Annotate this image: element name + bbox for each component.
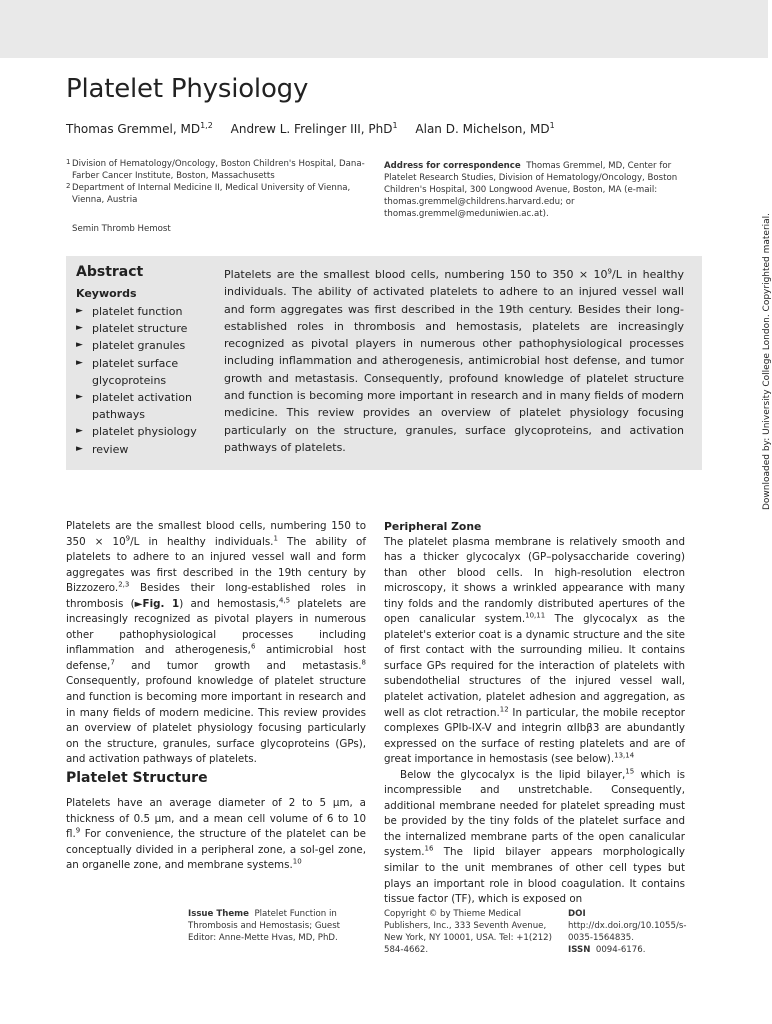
keyword-item: ► platelet function [76, 303, 216, 320]
arrow-icon: ► [76, 340, 83, 351]
section-heading: Platelet Structure [66, 770, 208, 786]
article-title: Platelet Physiology [66, 74, 309, 104]
keyword-item: ► review [76, 441, 216, 458]
download-watermark: Downloaded by: University College London. Copyrighted material. [762, 212, 772, 510]
author: Andrew L. Frelinger III, PhD$^1$ [230, 121, 398, 136]
keyword-item: ► platelet structure [76, 320, 216, 337]
arrow-icon: ► [76, 306, 83, 316]
subsection-heading: Peripheral Zone [384, 520, 482, 533]
arrow-icon: ► [76, 392, 83, 403]
copyright-note: Copyright © by Thieme Medical Publishers, Inc., 333 Seventh Avenue, New York, NY 10001, USA. Tel: +1(212) 584-4662. [384, 909, 552, 955]
arrow-icon: ► [76, 443, 83, 454]
arrow-icon: ► [76, 426, 83, 437]
issue-theme: Issue Theme Platelet Function in Thrombosis and Hemostasis; Guest Editor: Anne-Mette Hvas, MD, PhD. [188, 909, 341, 943]
author: Thomas Gremmel, MD$^{1,2}$ [66, 121, 213, 136]
affiliation: 1 Division of Hematology/Oncology, Boston Children's Hospital, Dana-Farber Cancer Institute, Boston, Massachusetts [66, 158, 365, 181]
doi-issn: DOI http://dx.doi.org/10.1055/s-0035-1564835. ISSN 0094-6176. [568, 909, 687, 955]
abstract-text: Platelets are the smallest blood cells, numbering 150 to $350 \times 10^9/L$ in healthy individuals. The ability of activated platelets to adhere to an injured vessel wall and form aggregates was first described in the 19th century. Besides their long-established roles in thrombosis and hemostasis, platelets are increasingly recognized as pivotal players in numerous other pathophysiological processes including inflammation and atherogenesis, antimicrobial host defense, and tumor growth and metastasis. Consequently, profound knowledge of platelet structure and function is becoming more important in research and in many fields of modern medicine. This review provides an overview of platelet physiology focusing particularly on the structure, granules, surface glycoproteins, and activation pathways of platelets. [224, 267, 685, 454]
keywords-heading: Keywords [76, 287, 137, 300]
keyword-item: ► platelet physiology [76, 423, 216, 440]
paragraph: Below the glycocalyx is the lipid bilayer,$^{15}$ which is incompressible and unstretchable. Consequently, additional membrane needed for platelet spreading must be provided by the tiny folds of the platelet surface and the internalized membrane parts of the open canalicular system.$^{16}$ The lipid bilayer appears morphologically similar to the unit membranes of other cell types but plays an important role in blood coagulation. It contains tissue factor (TF), which is exposed on [384, 767, 685, 906]
abstract-heading: Abstract [76, 264, 144, 280]
arrow-icon: ► [76, 357, 83, 368]
journal-name: Semin Thromb Hemost [72, 224, 171, 234]
paragraph: The platelet plasma membrane is relatively smooth and has a thicker glycocalyx (GP–polysaccharide covering) than other blood cells. In high-resolution electron microscopy, it shows a wrinkled appearance with many tiny folds and the randomly distributed apertures of the open canalicular system.$^{10,11}$ The glycocalyx as the platelet's exterior coat is a dynamic structure and the site of first contact with the surrounding milieu. It contains surface GPs required for the interaction of platelets with subendothelial structures of the injured vessel wall, platelet activation, platelet adhesion and aggregation, as well as clot retraction.$^{12}$ In particular, the mobile receptor complexes GPIb-IX-V and integrin αIIbβ3 are abundantly expressed on the surface of resting platelets and are of great importance in hemostasis (see below).$^{13,14}$ [384, 535, 685, 766]
abstract-box [66, 256, 702, 470]
keyword-item: ► platelet activation pathways [76, 389, 216, 423]
keyword-item: ► platelet granules [76, 337, 216, 354]
peripheral-zone-section [384, 519, 685, 908]
intro-paragraph: Platelets are the smallest blood cells, numbering 150 to $350 \times 10^9/L$ in healthy individuals.$^1$ The ability of platelets to adhere to an injured vessel wall and form aggregates was first described in the 19th century by Bizzozero.$^{2,3}$ Besides their long-established roles in thrombosis (►Fig. 1) and hemostasis,$^{4,5}$ platelets are increasingly recognized as pivotal players in numerous other pathophysiological processes including inflammation and atherogenesis,$^6$ antimicrobial host defense,$^7$ and tumor growth and metastasis.$^8$ Consequently, profound knowledge of platelet structure and function is becoming more important in research and in many fields of modern medicine. This review provides an overview of platelet physiology focusing particularly on the structure, granules, surface glycoproteins (GPs), and activation pathways of platelets. [66, 520, 366, 766]
structure-paragraph: Platelets have an average diameter of 2 to 5 µm, a thickness of 0.5 µm, and a mean cell volume of 6 to 10 fl.$^9$ For convenience, the structure of the platelet can be conceptually divided in a peripheral zone, a sol-gel zone, an organelle zone, and membrane systems.$^{10}$ [66, 797, 366, 872]
correspondence-address: Address for correspondence Thomas Gremmel, MD, Center for Platelet Research Studies, Division of Hematology/Oncology, Boston Children's Hospital, 300 Longwood Avenue, Boston, MA (e-mail: thomas.gremmel@childrens.harvard.edu; or thomas.gremmel@meduniwien.ac.at). [384, 161, 678, 219]
author-list [66, 122, 569, 136]
keyword-list [76, 303, 216, 458]
affiliations [66, 158, 371, 206]
figure-link[interactable]: ►Fig. 1 [134, 597, 180, 610]
arrow-icon: ► [76, 323, 83, 334]
affiliation: 2 Department of Internal Medicine II, Medical University of Vienna, Vienna, Austria [66, 182, 351, 205]
keyword-item: ► platelet surface glycoproteins [76, 355, 216, 389]
doi-link[interactable]: http://dx.doi.org/10.1055/s-0035-1564835. [568, 921, 687, 943]
header-band [0, 0, 768, 58]
author: Alan D. Michelson, $MD^1$ [415, 121, 555, 136]
